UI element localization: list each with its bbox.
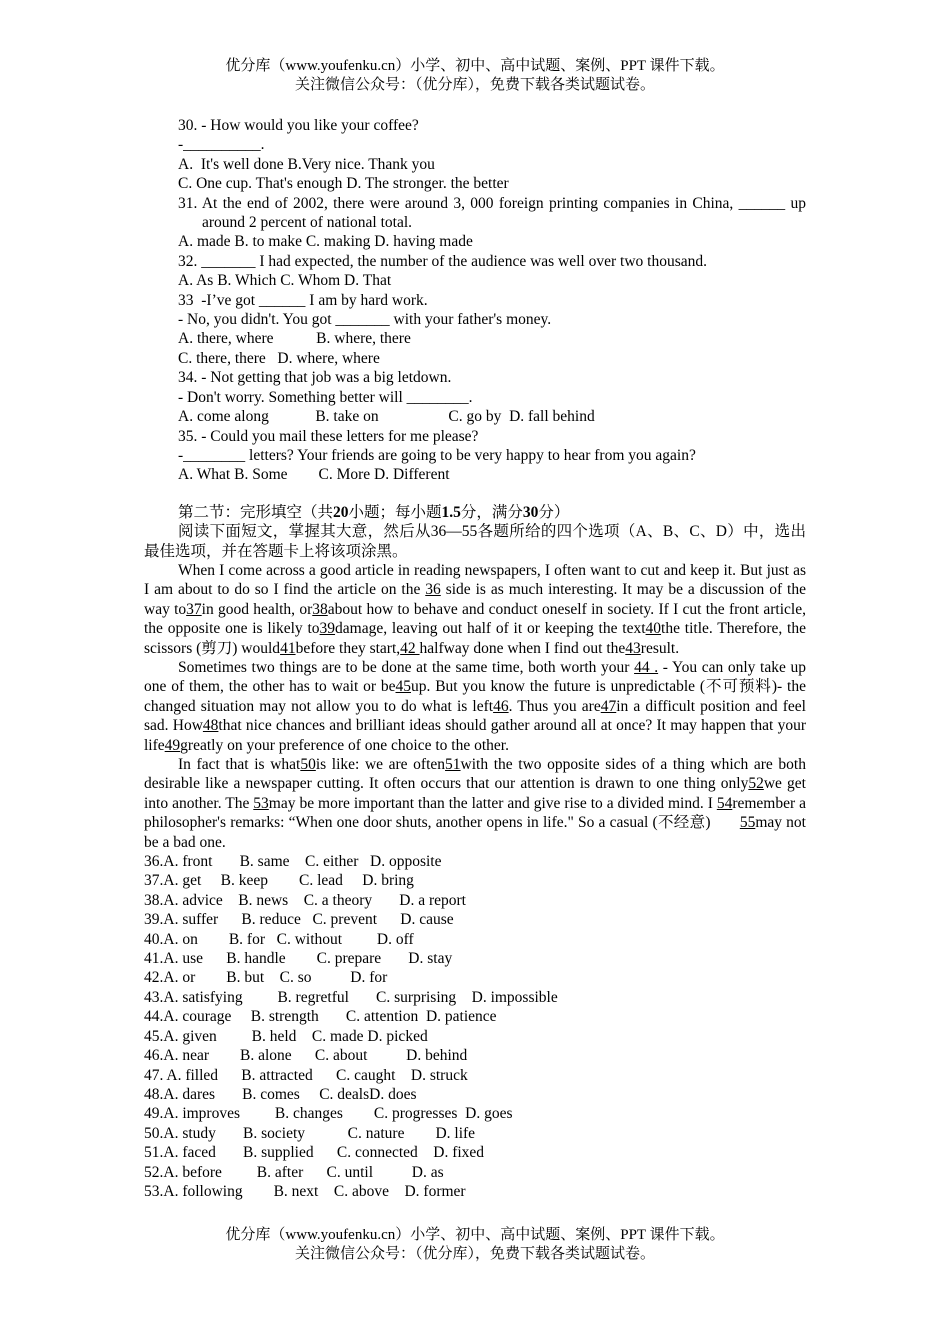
q32-options: A. As B. Which C. Whom D. That [178,272,392,290]
passage-text: in good health, or [201,600,313,618]
passage-text: halfway done when I find out the [419,639,626,657]
section-2-title [144,503,806,522]
passage-text: side is as much interesting. It may be a discussion of the way to [144,581,806,618]
header-line-2: 关注微信公众号：（优分库），免费下载各类试题试卷。 [294,77,655,93]
passage-text: may not be a bad one. [144,814,810,851]
passage-text: greatly on your preference of one choice to the other. [180,736,509,754]
passage-text: in a difficult position and feel sad. How [144,697,806,735]
q35-stem: 35. - Could you mail these letters for me please? [178,427,479,445]
passage-text: remember a philosopher's remarks: “When one door shuts, another opens in life." So a casual (不经意) [144,794,810,832]
q30-stem: 30. - How would you like your coffee? [178,117,419,134]
q30-options-2: C. One cup. That's enough D. The stronger. the better [178,175,509,193]
footer-line-1: 优分库（www.youfenku.cn）小学、初中、高中试题、案例、PPT 课件下载。 [225,1227,725,1243]
option-line-41: 41.A. use B. handle C. prepare D. stay [144,950,453,968]
q30-options-1: A. It's well done B.Very nice. Thank you [178,155,435,173]
q31-options: A. made B. to make C. making D. having made [178,233,473,251]
q33-response: - No, you didn't. You got _______ with your father's money. [178,311,552,329]
blank-49: 49 [164,736,181,754]
blank-42: 42 [400,639,420,657]
option-line-53: 53.A. following B. next C. above D. former [144,1182,466,1200]
passage-text: . Thus you are [508,697,601,715]
passage-text: - You can only take up one of them, the other has to wait or be [144,658,806,696]
blank-55: 55 [739,814,756,832]
option-line-49: 49.A. improves B. changes C. progresses D. goes [144,1105,513,1123]
q34-stem: 34. - Not getting that job was a big letdown. [178,369,452,387]
passage-text: In fact that is what [178,756,301,773]
passage-text: damage, leaving out half of it or keeping the text [335,620,646,638]
passage-text: Sometimes two things are to be done at the same time, both worth your [178,658,635,676]
header-line-1: 优分库（www.youfenku.cn）小学、初中、高中试题、案例、PPT 课件下载。 [225,58,725,74]
q34-response: - Don't worry. Something better will ________. [178,388,473,406]
option-line-44: 44.A. courage B. strength C. attention D. patience [144,1008,497,1026]
page-header [0,57,950,95]
section-2-points-each: 1.5 [441,503,461,521]
blank-41: 41 [280,639,296,657]
option-line-40: 40.A. on B. for C. without D. off [144,930,414,948]
option-line-48: 48.A. dares B. comes C. dealsD. does [144,1085,417,1103]
option-line-37: 37.A. get B. keep C. lead D. bring [144,872,414,890]
option-line-38: 38.A. advice B. news C. a theory D. a report [144,891,466,909]
blank-46: 46 [493,697,509,715]
passage-text: the title. Therefore, the scissors (剪刀) would [144,620,806,657]
option-line-52: 52.A. before B. after C. until D. as [144,1163,444,1181]
blank-52: 52 [748,775,764,793]
options-list [144,852,806,1201]
option-line-47: 47. A. filled B. attracted C. caught D. struck [144,1066,468,1084]
passage-text: that nice chances and brilliant ideas should gather around all at once? It may happen that your life [144,717,806,754]
blank-47: 47 [600,697,617,715]
passage-text: before they start, [295,639,401,657]
passage-paragraph-3 [144,755,810,852]
section-2-title-part: 第二节：完形填空（共 [178,503,334,521]
q34-options: A. come along B. take on C. go by D. fall behind [178,408,595,426]
blank-39: 39 [319,620,336,638]
option-line-36: 36.A. front B. same C. either D. opposite [144,853,442,871]
q33-options-1: A. there, where B. where, there [178,330,411,348]
blank-37: 37 [186,600,202,618]
passage-text: up. But you know the future is unpredictable (不可预料)- the changed situation may not allow you to do what is left [144,678,806,715]
blank-40: 40 [645,620,662,638]
q35-options: A. What B. Some C. More D. Different [178,466,450,484]
passage-text: result. [640,639,680,657]
passage-text: with the two opposite sides of a thing which are both desirable like a newspaper cutting. It often occurs that our attention is drawn to one thing only [144,756,810,793]
q31-stem: 31. At the end of 2002, there were around 3, 000 foreign printing companies in China, ______ up around 2 percent of national total. [178,194,806,232]
blank-38: 38 [312,600,328,618]
option-line-43: 43.A. satisfying B. regretful C. surprising D. impossible [144,988,558,1006]
q33-stem: 33 -I’ve got ______ I am by hard work. [178,291,428,309]
blank-44: 44 . [634,658,659,676]
exam-content [144,116,810,1201]
option-line-50: 50.A. study B. society C. nature D. life [144,1124,476,1142]
q30-response: -__________. [178,136,265,154]
passage-text: about how to behave and conduct oneself in society. If I cut the front article, the opposite one is likely to [144,600,806,638]
option-line-42: 42.A. or B. but C. so D. for [144,969,388,987]
section-2-count: 20 [333,503,349,521]
passage-paragraph-1 [144,561,806,658]
option-line-39: 39.A. suffer B. reduce C. prevent D. cause [144,911,454,929]
section-2-instruction: 阅读下面短文，掌握其大意，然后从36—55各题所给的四个选项（A、B、C、D）中，选出最佳选项，并在答题卡上将该项涂黑。 [144,523,806,560]
section-2-total: 30 [522,503,539,521]
passage-text: is like: we are often [315,756,446,773]
blank-48: 48 [202,717,219,735]
blank-36: 36 [425,581,441,599]
q33-options-2: C. there, there D. where, where [178,349,380,367]
blank-51: 51 [445,756,461,773]
passage-text: we get into another. The [144,775,810,812]
section-2-title-part: 小题；每小题 [348,503,442,521]
q32-stem: 32. _______ I had expected, the number of the audience was well over two thousand. [178,252,707,270]
page-footer [0,1226,950,1264]
blank-54: 54 [716,794,733,812]
option-line-46: 46.A. near B. alone C. about D. behind [144,1047,468,1065]
section-2-title-part: 分） [538,503,570,521]
passage-text: may be more important than the latter and give rise to a divided mind. I [268,794,717,812]
blank-53: 53 [253,794,269,812]
option-line-51: 51.A. faced B. supplied C. connected D. fixed [144,1144,485,1162]
option-line-45: 45.A. given B. held C. made D. picked [144,1027,428,1045]
blank-50: 50 [300,756,316,773]
passage-text: When I come across a good article in reading newspapers, I often want to cut and keep it. But just as I am about to do so I find the article on the [144,561,806,599]
blank-43: 43 [625,639,641,657]
passage-paragraph-2 [144,658,806,755]
q35-response: -________ letters? Your friends are going to be very happy to hear from you again? [178,446,696,464]
footer-line-2: 关注微信公众号：（优分库），免费下载各类试题试卷。 [294,1246,655,1262]
section-2-title-part: 分，满分 [460,503,523,521]
blank-45: 45 [395,678,411,696]
